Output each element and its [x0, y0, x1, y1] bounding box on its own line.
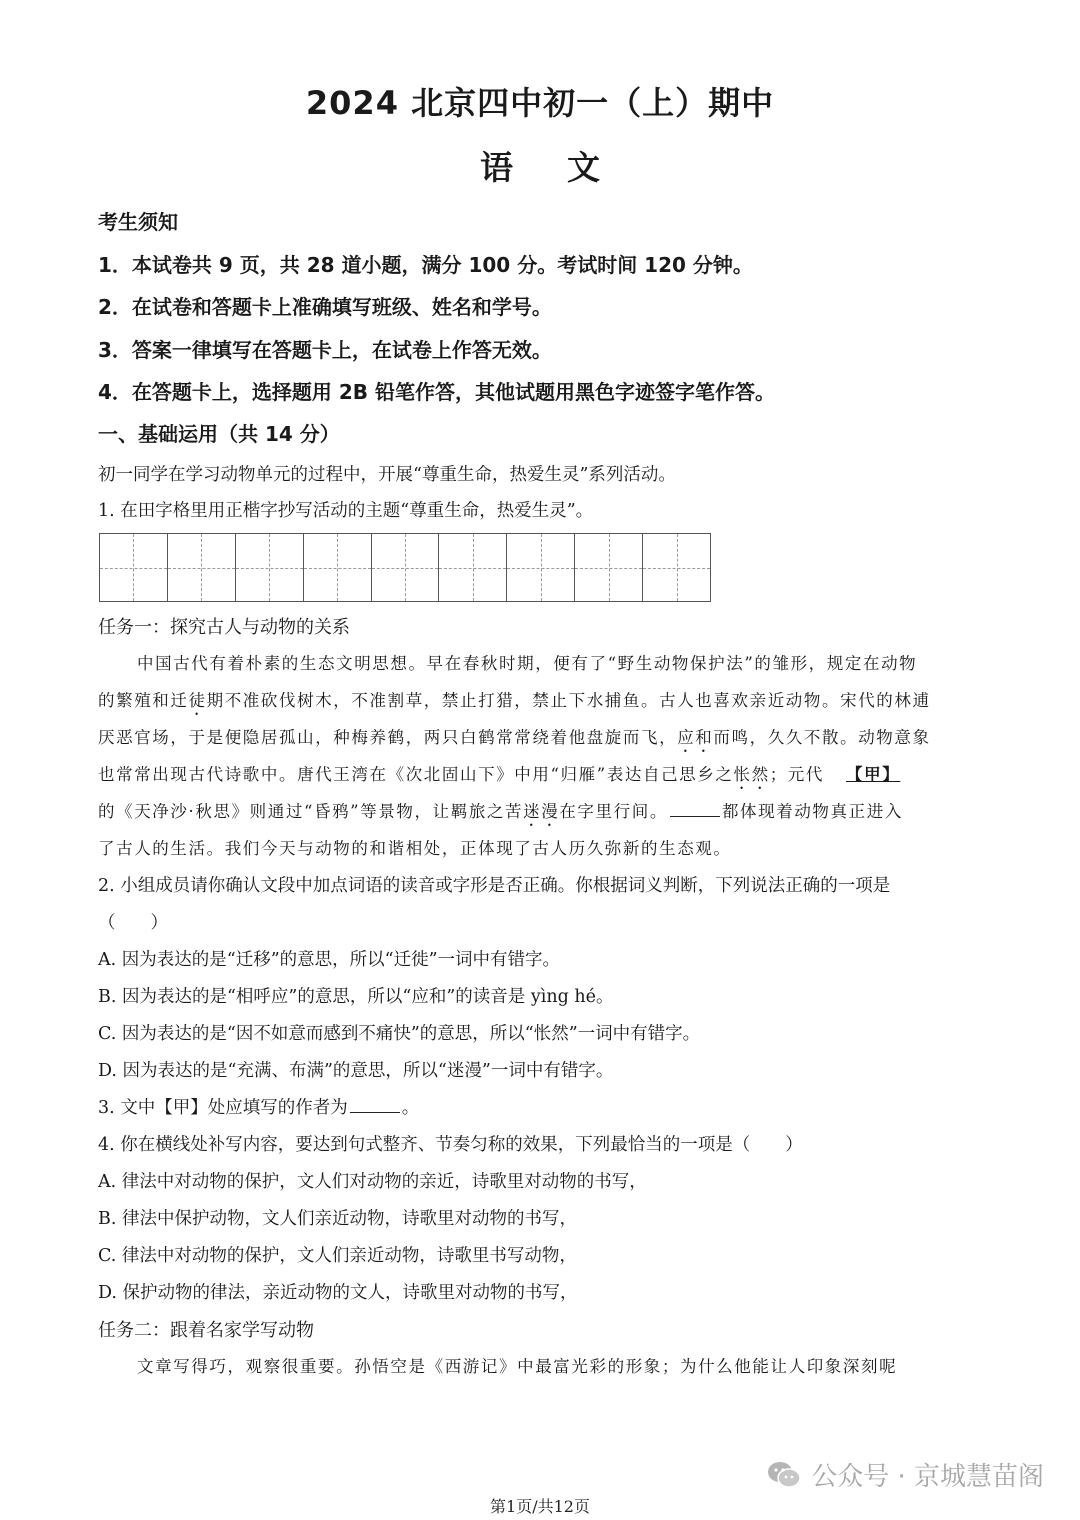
page-number: 第1页/共12页 — [490, 1497, 590, 1516]
question-3-text: 3. 文中【甲】处应填写的作者为 — [98, 1098, 348, 1118]
passage-line-4 — [98, 761, 906, 793]
notice-item-4: 4．在答题卡上，选择题用 2B 铅笔作答，其他试题用黑色字迹签字笔作答。 — [98, 380, 776, 404]
notice-item-3: 3．答案一律填写在答题卡上，在试卷上作答无效。 — [98, 338, 552, 362]
q2-option-b: B. 因为表达的是“相呼应”的意思，所以“应和”的读音是 yìng hé。 — [98, 987, 614, 1007]
passage-text: 期不准砍伐树木，不准割草，禁止打猎，禁止下水捕鱼。古人也喜欢亲近动物。宋代的林逋 — [206, 691, 931, 710]
fill-blank — [670, 800, 720, 817]
wechat-icon — [767, 1460, 801, 1490]
passage-text: ；元代 — [769, 765, 824, 784]
q4-option-c: C. 律法中对动物的保护，文人们亲近动物，诗歌里书写动物， — [98, 1246, 577, 1266]
exam-title: 2024 北京四中初一（上）期中 — [305, 84, 775, 122]
task-1-heading: 任务一：探究古人与动物的关系 — [98, 617, 350, 638]
grid-cell — [439, 534, 507, 601]
q4-option-b: B. 律法中保护动物，文人们亲近动物，诗歌里对动物的书写， — [98, 1209, 577, 1229]
dotted-word: 迷漫 — [523, 802, 560, 821]
section-intro: 初一同学在学习动物单元的过程中，开展“尊重生命，热爱生灵”系列活动。 — [98, 465, 676, 485]
question-2-stem: 2. 小组成员请你确认文段中加点词语的读音或字形是否正确。你根据词义判断，下列说法正确的一项是 — [98, 876, 891, 896]
task-2-heading: 任务二：跟着名家学写动物 — [98, 1320, 314, 1341]
grid-cell — [100, 534, 168, 601]
grid-cell — [236, 534, 304, 601]
question-3 — [98, 1094, 419, 1119]
question-3-end: 。 — [401, 1098, 420, 1118]
q2-option-a: A. 因为表达的是“迁移”的意思，所以“迁徙”一词中有错字。 — [98, 950, 561, 970]
task-2-passage: 文章写得巧，观察很重要。孙悟空是《西游记》中最富光彩的形象；为什么他能让人印象深刻呢 — [137, 1357, 898, 1376]
grid-cell — [575, 534, 643, 601]
passage-text: 而鸣，久久不散。动物意象 — [713, 728, 931, 747]
passage-text: 厌恶官场，于是便隐居孤山，种梅养鹤，两只白鹤常常绕着他盘旋而飞， — [98, 728, 678, 747]
passage-line-1: 中国古代有着朴素的生态文明思想。早在春秋时期，便有了“野生动物保护法”的雏形，规定在动物 — [137, 654, 918, 673]
blank-jia-marker: 【甲】 — [846, 765, 901, 784]
dotted-word: 怅然 — [733, 765, 770, 784]
q4-option-d: D. 保护动物的律法，亲近动物的文人，诗歌里对动物的书写， — [98, 1283, 578, 1303]
notice-item-1: 1．本试卷共 9 页，共 28 道小题，满分 100 分。考试时间 120 分钟。 — [98, 253, 753, 277]
question-2-paren: （ ） — [98, 913, 168, 933]
passage-text: 在字里行间。 — [559, 802, 668, 821]
passage-text: 的《天净沙·秋思》则通过“昏鸦”等景物，让羁旅之苦 — [98, 802, 524, 821]
grid-cell — [304, 534, 372, 601]
passage-line-2 — [98, 687, 931, 719]
passage-line-3 — [98, 724, 931, 756]
fill-blank — [350, 1096, 400, 1113]
notice-item-2: 2．在试卷和答题卡上准确填写班级、姓名和学号。 — [98, 295, 552, 319]
section-heading: 一、基础运用（共 14 分） — [98, 422, 340, 446]
q2-option-d: D. 因为表达的是“充满、布满”的意思，所以“迷漫”一词中有错字。 — [98, 1061, 614, 1081]
q4-option-a: A. 律法中对动物的保护，文人们对动物的亲近，诗歌里对动物的书写， — [98, 1172, 647, 1192]
passage-line-6: 了古人的生活。我们今天与动物的和谐相处，正体现了古人历久弥新的生态观。 — [98, 839, 732, 858]
grid-cell — [507, 534, 575, 601]
passage-text: 的繁殖和迁 — [98, 691, 189, 710]
subject-title: 语文 — [480, 148, 654, 187]
watermark-text: 公众号 · 京城慧苗阁 — [811, 1462, 1044, 1492]
dotted-word: 应和 — [677, 728, 714, 747]
passage-text: 都体现着动物真正进入 — [721, 802, 903, 821]
tianzige-grid — [99, 533, 711, 602]
question-1: 1. 在田字格里用正楷字抄写活动的主题“尊重生命，热爱生灵”。 — [98, 501, 594, 521]
grid-cell — [643, 534, 710, 601]
watermark — [767, 1456, 1044, 1493]
passage-line-5 — [98, 798, 903, 830]
question-4-stem: 4. 你在横线处补写内容，要达到句式整齐、节奏匀称的效果，下列最恰当的一项是（ ） — [98, 1135, 803, 1155]
q2-option-c: C. 因为表达的是“因不如意而感到不痛快”的意思，所以“怅然”一词中有错字。 — [98, 1024, 701, 1044]
notice-heading: 考生须知 — [98, 210, 178, 234]
passage-text: 也常常出现古代诗歌中。唐代王湾在《次北固山下》中用“归雁”表达自己思乡之 — [98, 765, 734, 784]
grid-cell — [372, 534, 440, 601]
dotted-word: 徒 — [188, 691, 207, 710]
grid-cell — [168, 534, 236, 601]
